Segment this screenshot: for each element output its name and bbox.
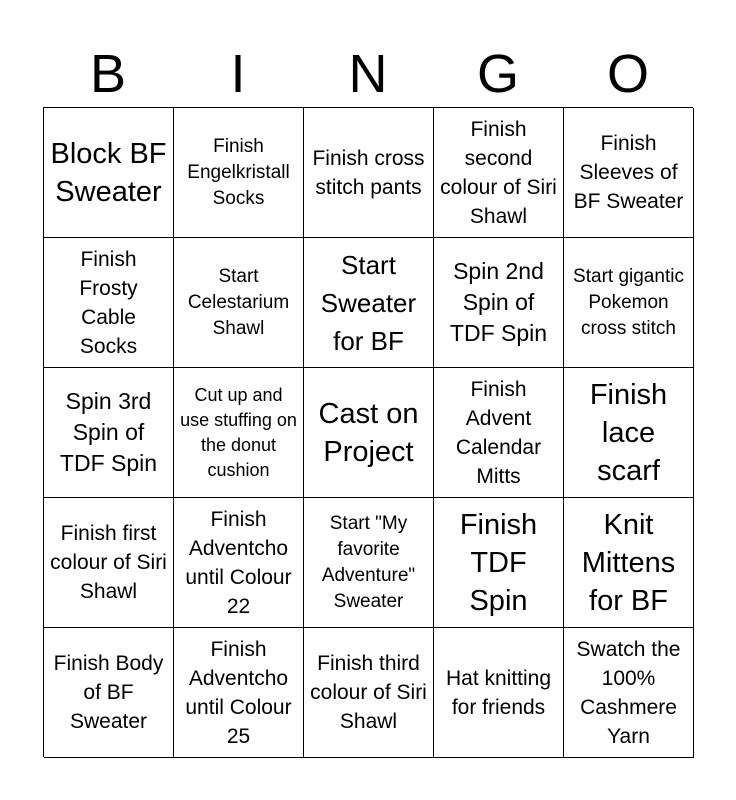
cell-text: Finish third colour of Siri Shawl — [310, 652, 427, 733]
bingo-cell-r1c2[interactable] — [174, 108, 304, 238]
bingo-header — [43, 40, 693, 108]
cell-text: Finish Frosty Cable Socks — [79, 247, 138, 358]
header-letter-o: O — [606, 44, 649, 104]
cell-text: Start gigantic Pokemon cross stitch — [573, 265, 684, 339]
bingo-cell-r4c1[interactable] — [44, 498, 174, 628]
header-letter-b: B — [89, 44, 127, 104]
cell-text: Finish second colour of Siri Shawl — [440, 117, 557, 228]
cell-text: Finish first colour of Siri Shawl — [50, 522, 167, 603]
cell-text: Start Sweater for BF — [320, 249, 417, 356]
cell-text: Finish Engelkristall Socks — [187, 135, 290, 209]
cell-text: Cast on Project — [318, 397, 419, 468]
cell-text: Spin 3rd Spin of TDF Spin — [59, 388, 158, 476]
bingo-cell-r4c3[interactable] — [304, 498, 434, 628]
cell-text: Spin 2nd Spin of TDF Spin — [449, 258, 548, 346]
cell-text: Start "My favorite Adventure" Sweater — [321, 512, 416, 612]
bingo-cell-r5c5[interactable] — [564, 628, 694, 758]
bingo-cell-r5c3[interactable] — [304, 628, 434, 758]
cell-text: Hat knitting for friends — [445, 666, 552, 719]
cell-text: Block BF Sweater — [50, 137, 167, 208]
bingo-cell-r4c5[interactable] — [564, 498, 694, 628]
bingo-cell-r2c2[interactable] — [174, 238, 304, 368]
cell-text: Finish TDF Spin — [459, 508, 538, 617]
bingo-cell-r1c4[interactable] — [434, 108, 564, 238]
header-letter-i: I — [230, 44, 246, 104]
cell-text: Finish lace scarf — [589, 378, 668, 487]
cell-text: Finish Adventcho until Colour 22 — [185, 507, 292, 618]
cell-text: Finish cross stitch pants — [312, 146, 425, 199]
bingo-cell-r2c3[interactable] — [304, 238, 434, 368]
bingo-cell-r1c3[interactable] — [304, 108, 434, 238]
bingo-cell-r4c2[interactable] — [174, 498, 304, 628]
bingo-cell-r2c4[interactable] — [434, 238, 564, 368]
bingo-cell-r5c2[interactable] — [174, 628, 304, 758]
cell-text: Start Celestarium Shawl — [187, 265, 290, 339]
header-letter-n: N — [348, 44, 388, 104]
bingo-board — [43, 107, 693, 757]
cell-text: Finish Advent Calendar Mitts — [455, 377, 542, 488]
cell-text: Finish Sleeves of BF Sweater — [573, 132, 684, 213]
cell-text: Finish Body of BF Sweater — [53, 652, 164, 733]
bingo-cell-r3c3[interactable] — [304, 368, 434, 498]
bingo-cell-r2c5[interactable] — [564, 238, 694, 368]
bingo-cell-r3c1[interactable] — [44, 368, 174, 498]
bingo-cell-r5c4[interactable] — [434, 628, 564, 758]
cell-text: Knit Mittens for BF — [581, 508, 676, 617]
cell-text: Finish Adventcho until Colour 25 — [185, 637, 292, 748]
bingo-cell-r2c1[interactable] — [44, 238, 174, 368]
bingo-cell-r4c4[interactable] — [434, 498, 564, 628]
bingo-cell-r5c1[interactable] — [44, 628, 174, 758]
cell-text: Swatch the 100% Cashmere Yarn — [576, 637, 681, 748]
bingo-cell-r3c5[interactable] — [564, 368, 694, 498]
bingo-cell-r3c2[interactable] — [174, 368, 304, 498]
bingo-cell-r1c5[interactable] — [564, 108, 694, 238]
cell-text: Cut up and use stuffing on the donut cushion — [180, 384, 297, 480]
header-letter-g: G — [476, 44, 519, 104]
bingo-cell-r1c1[interactable] — [44, 108, 174, 238]
bingo-cell-r3c4[interactable] — [434, 368, 564, 498]
